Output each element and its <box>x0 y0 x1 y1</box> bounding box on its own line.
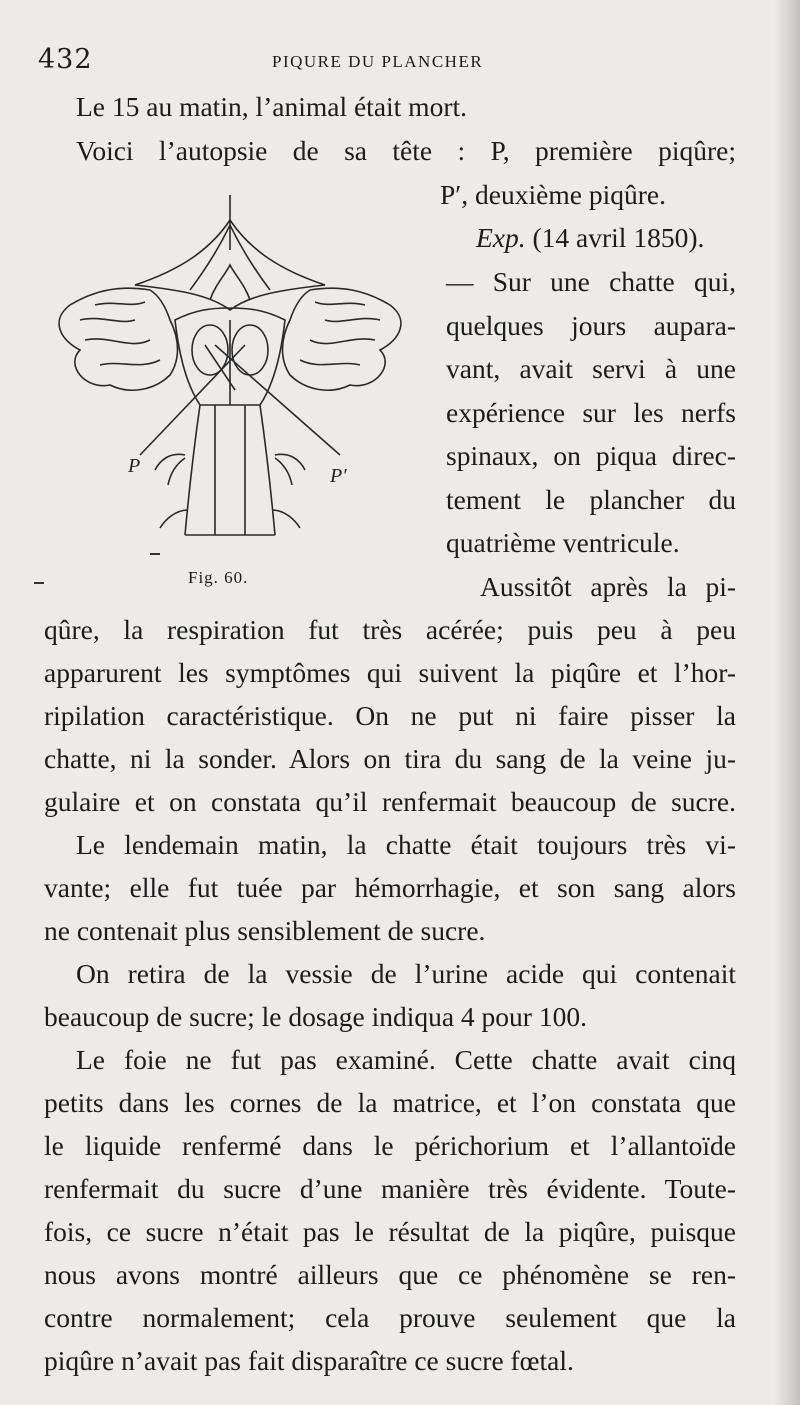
text-line-17: gulaire et on constata qu’il renfermait beaucoup de sucre. <box>44 786 736 817</box>
text-line-18: Le lendemain matin, la chatte était toujours très vi- <box>76 829 736 860</box>
page-header <box>0 44 800 76</box>
text-line-22: beaucoup de sucre; le dosage indiqua 4 pour 100. <box>44 1001 587 1032</box>
text-line-16: chatte, ni la sonder. Alors on tira du sang de la veine ju- <box>44 743 736 774</box>
text-line-28: nous avons montré ailleurs que ce phénomène se ren- <box>44 1259 736 1290</box>
figure-label-p: P <box>128 455 141 477</box>
exp-abbrev: Exp. <box>476 222 526 253</box>
running-title: PIQURE DU PLANCHER <box>272 52 484 71</box>
exp-date: (14 avril 1850). <box>532 222 705 253</box>
text-line-26: renfermait du sucre d’une manière très évidente. Toute- <box>44 1173 736 1204</box>
text-line-4 <box>476 223 736 253</box>
text-line-2: Voici l’autopsie de sa tête : P, première piqûre; <box>76 135 736 166</box>
text-line-12: Aussitôt après la pi- <box>480 571 736 602</box>
text-line-8: expérience sur les nerfs <box>446 397 736 428</box>
figure-caption: Fig. 60. <box>188 568 249 587</box>
page-gutter-shadow <box>774 0 800 1405</box>
text-line-27: fois, ce sucre n’était pas le résultat de la piqûre, puisque <box>44 1216 736 1247</box>
text-line-23: Le foie ne fut pas examiné. Cette chatte avait cinq <box>76 1044 736 1075</box>
text-line-21: On retira de la vessie de l’urine acide qui contenait <box>76 958 736 989</box>
text-line-29: contre normalement; cela prouve seulement que la <box>44 1302 736 1333</box>
text-line-14: apparurent les symptômes qui suivent la piqûre et l’hor- <box>44 657 736 688</box>
brain-stem-figure <box>40 190 420 570</box>
text-line-24: petits dans les cornes de la matrice, et l’on constata que <box>44 1087 736 1118</box>
page-number: 432 <box>38 44 93 75</box>
text-line-20: ne contenait plus sensiblement de sucre. <box>44 915 486 946</box>
text-line-9: spinaux, on piqua direc- <box>446 440 736 471</box>
figure-medulla-stem <box>185 405 275 535</box>
text-line-25: le liquide renfermé dans le périchorium et l’allantoïde <box>44 1130 736 1161</box>
text-line-15: ripilation caractéristique. On ne put ni faire pisser la <box>44 700 736 731</box>
text-line-5: — Sur une chatte qui, <box>446 266 736 297</box>
text-line-1: Le 15 au matin, l’animal était mort. <box>76 91 467 122</box>
text-line-30: piqûre n’avait pas fait disparaître ce sucre fœtal. <box>44 1345 574 1376</box>
text-line-19: vante; elle fut tuée par hémorrhagie, et son sang alors <box>44 872 736 903</box>
text-line-6: quelques jours aupara- <box>446 310 736 341</box>
text-line-3: P′, deuxième piqûre. <box>440 179 666 210</box>
figure-label-p-prime: P′ <box>330 465 347 487</box>
margin-mark <box>34 582 44 584</box>
text-line-7: vant, avait servi à une <box>446 353 736 384</box>
text-line-13: qûre, la respiration fut très acérée; puis peu à peu <box>44 614 736 645</box>
text-line-11: quatrième ventricule. <box>446 527 680 558</box>
text-line-10: tement le plancher du <box>446 484 736 515</box>
